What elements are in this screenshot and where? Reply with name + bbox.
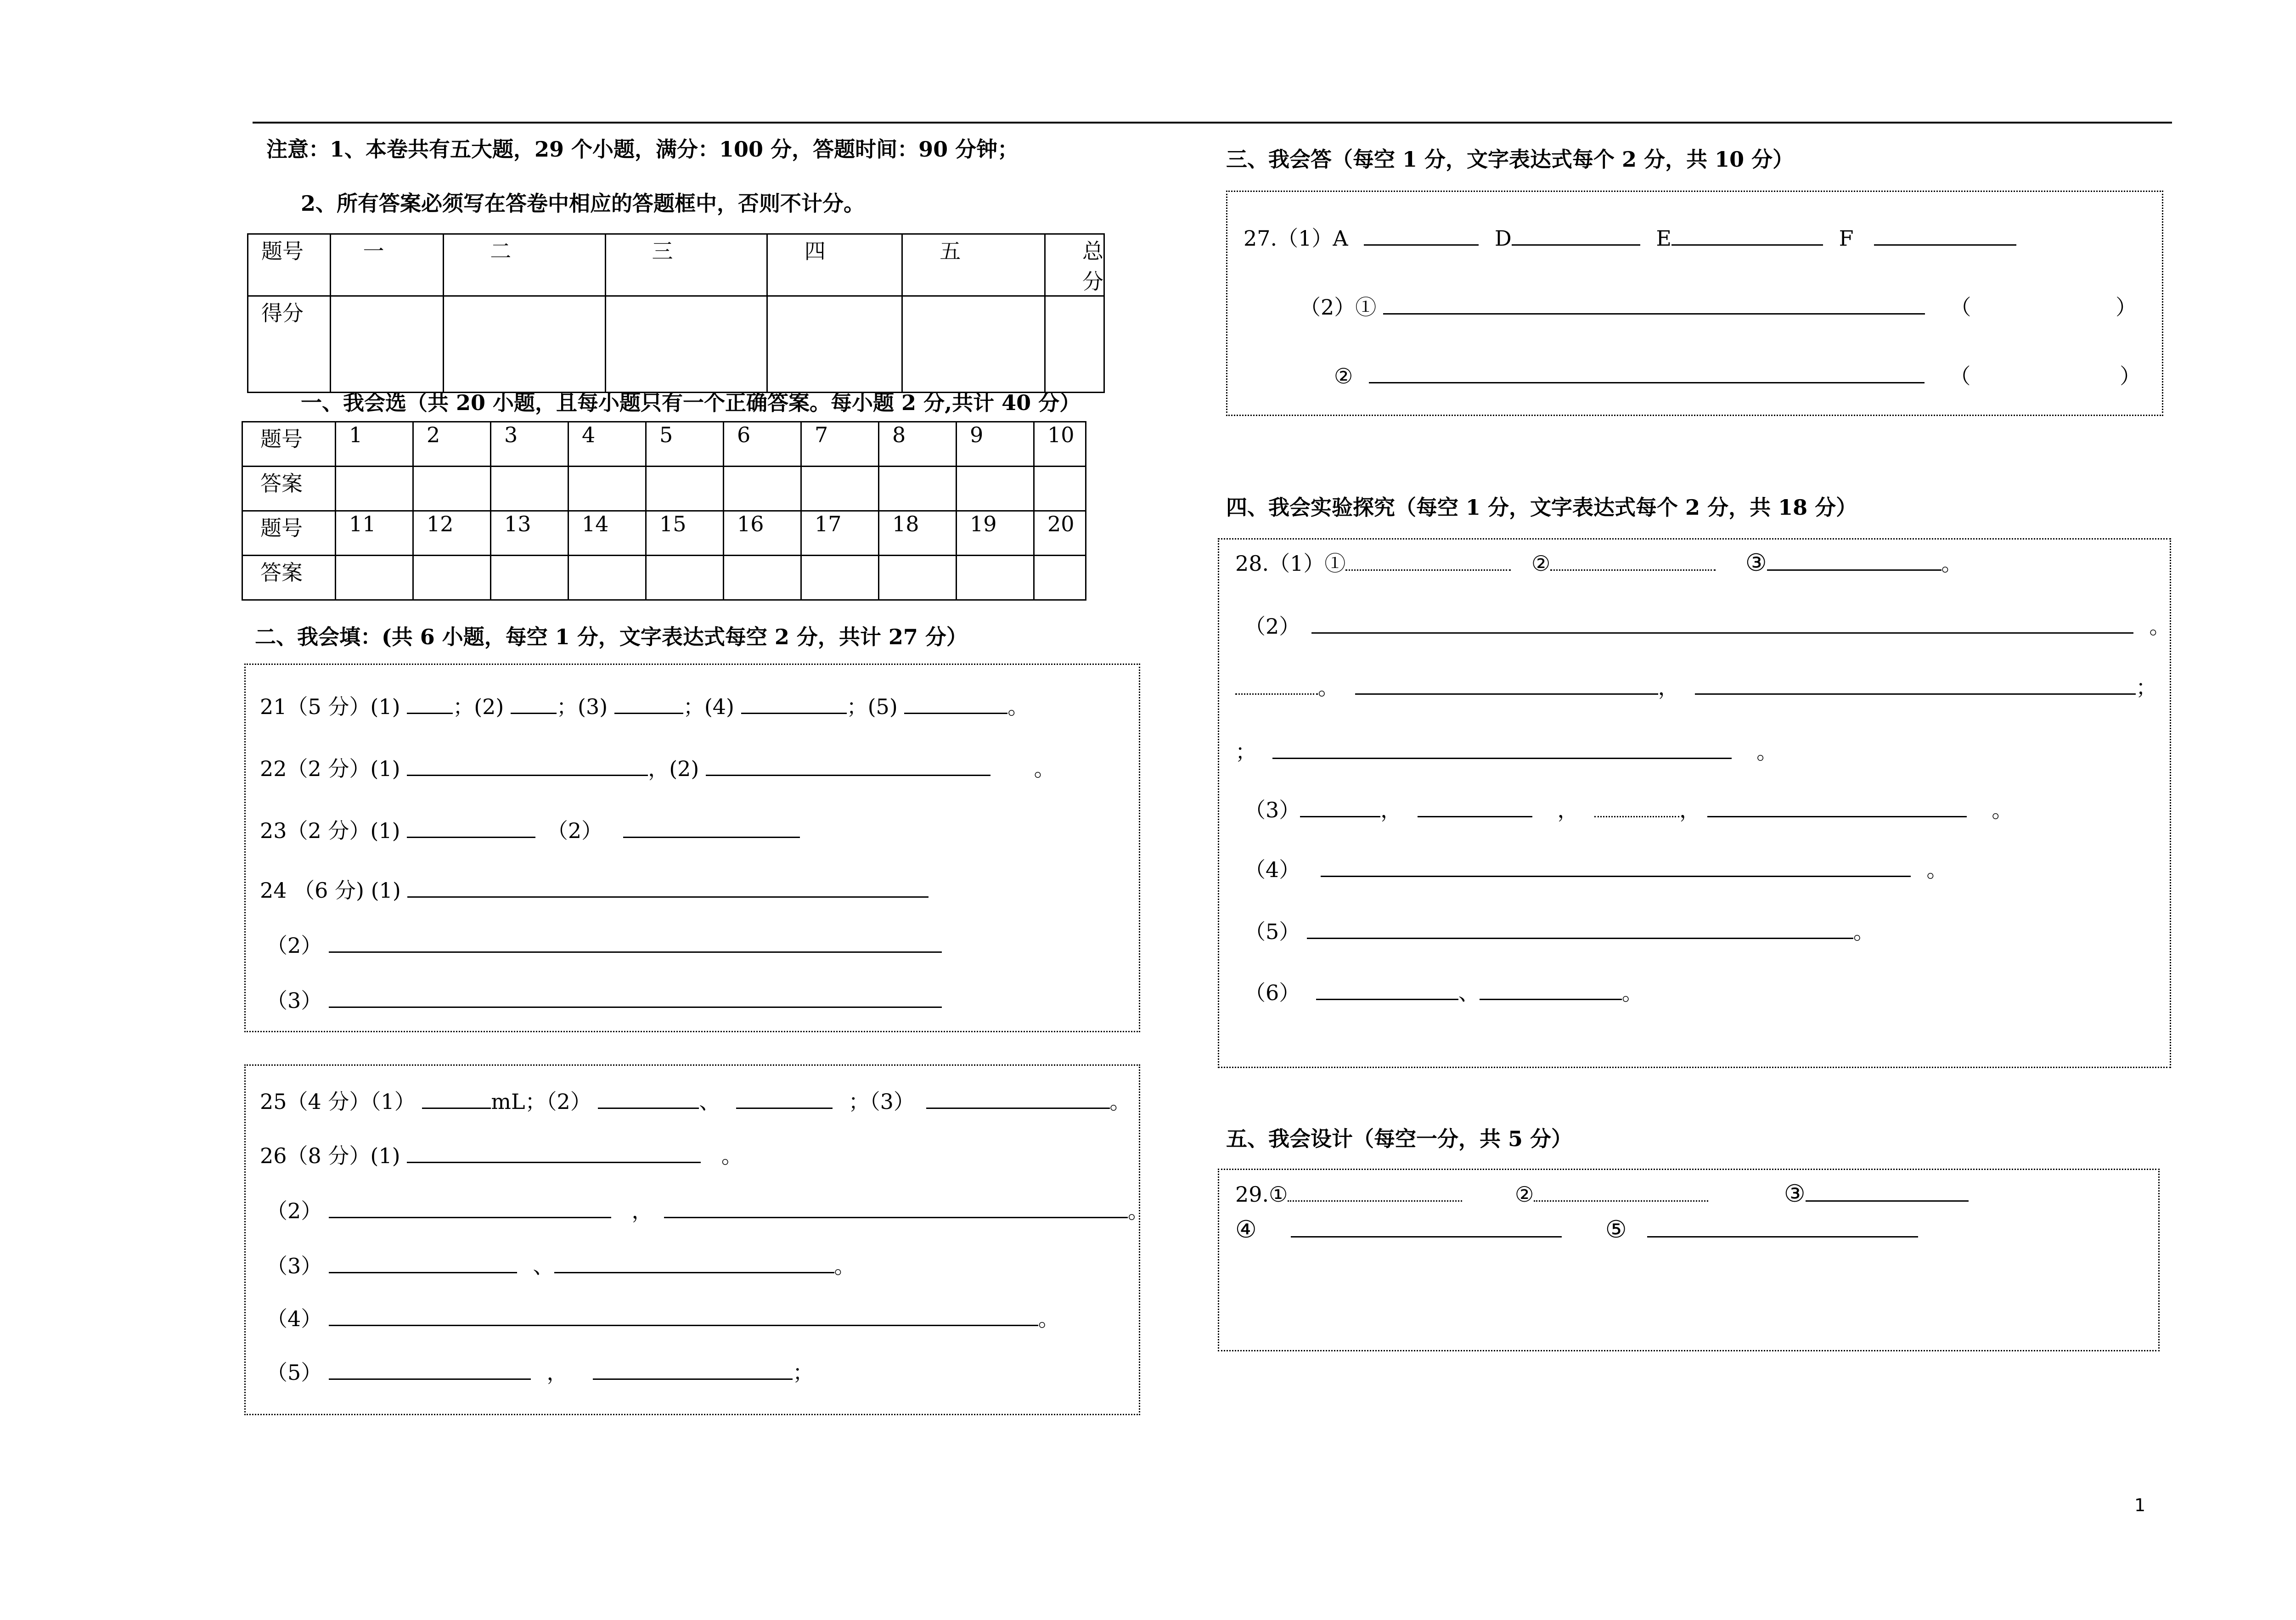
q26-text: ， xyxy=(546,1360,568,1385)
q29-label: 29.① xyxy=(1235,1182,1288,1207)
answer-blank[interactable] xyxy=(407,817,535,838)
q28-text: 。 xyxy=(2149,614,2171,639)
answer-blank[interactable] xyxy=(1291,1217,1562,1238)
q28-row-5 xyxy=(1244,797,2013,822)
answer-blank[interactable] xyxy=(422,1088,491,1109)
q22-text: ，(2) xyxy=(648,756,699,781)
q26-row-1 xyxy=(260,1142,743,1168)
answer-blank[interactable] xyxy=(511,693,557,714)
score-header: 四 xyxy=(767,234,902,296)
answer-blank[interactable] xyxy=(593,1359,793,1380)
answer-blank[interactable] xyxy=(904,693,1007,714)
answer-blank[interactable] xyxy=(623,817,800,838)
answer-blank[interactable] xyxy=(1369,363,1925,383)
grid-label: 答案 xyxy=(242,467,336,511)
q28-label: 28.（1）① xyxy=(1235,551,1346,576)
q26-text: 、 xyxy=(533,1254,554,1278)
question-number: 18 xyxy=(879,511,957,556)
answer-blank[interactable] xyxy=(1806,1181,1969,1202)
q28-text: 。 xyxy=(1853,919,1874,944)
q28-text: ③ xyxy=(1745,549,1767,577)
page-number: 1 xyxy=(2134,1495,2146,1515)
answer-blank[interactable] xyxy=(329,1198,611,1218)
answer-blank[interactable] xyxy=(407,755,648,776)
answer-cell[interactable] xyxy=(646,556,724,600)
question-number: 19 xyxy=(957,511,1034,556)
q28-row-3 xyxy=(1235,674,2157,699)
q25-text: 、 xyxy=(699,1089,720,1114)
q21-row xyxy=(260,693,1029,719)
q27-text: ② xyxy=(1334,364,1353,388)
q23-text: （2） xyxy=(546,818,603,843)
q28-text: ， xyxy=(1679,798,1701,822)
q28-text: 、 xyxy=(1458,980,1480,1005)
question-number: 4 xyxy=(568,422,646,467)
question-number: 20 xyxy=(1034,511,1086,556)
q26-text: （3） xyxy=(266,1254,322,1278)
q28-text: 。 xyxy=(1926,857,1948,882)
q26-row-4 xyxy=(266,1305,1059,1331)
q26-text: 。 xyxy=(721,1143,743,1168)
q22-label: 22（2 分）(1) xyxy=(260,756,400,781)
q28-text: ， xyxy=(1557,798,1579,822)
note-1: 注意：1、本卷共有五大题，29 个小题，满分：100 分，答题时间：90 分钟； xyxy=(266,137,1019,162)
question-number: 17 xyxy=(801,511,879,556)
answer-cell[interactable] xyxy=(801,467,879,511)
q27-text: D xyxy=(1494,226,1512,251)
q26-text: 。 xyxy=(1128,1198,1149,1223)
answer-blank[interactable] xyxy=(614,693,683,714)
answer-cell[interactable] xyxy=(568,467,646,511)
answer-blank[interactable] xyxy=(736,1088,833,1109)
q22-row xyxy=(260,755,1055,781)
grid-label: 题号 xyxy=(242,511,336,556)
answer-cell[interactable] xyxy=(336,467,413,511)
q27-text: ） xyxy=(2120,364,2141,388)
q29-text: ⑤ xyxy=(1605,1216,1627,1243)
answer-blank[interactable] xyxy=(1311,613,2133,634)
answer-blank[interactable] xyxy=(554,1253,834,1273)
q28-row-2 xyxy=(1244,613,2171,638)
score-cell[interactable] xyxy=(902,296,1045,393)
section3-title: 三、我会答（每空 1 分，文字表达式每个 2 分，共 10 分） xyxy=(1226,147,1794,172)
answer-blank[interactable] xyxy=(1288,1181,1462,1202)
q28-text: （3） xyxy=(1244,798,1300,822)
answer-blank[interactable] xyxy=(1235,674,1318,695)
answer-blank[interactable] xyxy=(329,987,942,1008)
answer-cell[interactable] xyxy=(568,556,646,600)
score-header: 题号 xyxy=(248,234,331,296)
score-header: 一 xyxy=(330,234,444,296)
q21-text: ；(3) xyxy=(557,694,608,719)
q27-text: F xyxy=(1839,226,1854,251)
score-cell[interactable] xyxy=(444,296,605,393)
answer-cell[interactable] xyxy=(646,467,724,511)
q28-text: ② xyxy=(1531,551,1551,576)
question-number: 2 xyxy=(413,422,491,467)
answer-blank[interactable] xyxy=(1316,979,1458,1000)
q24-row-3 xyxy=(266,987,942,1012)
q26-text: ； xyxy=(793,1360,814,1385)
section5-title: 五、我会设计（每空一分，共 5 分） xyxy=(1226,1126,1573,1151)
score-header: 五 xyxy=(902,234,1045,296)
answer-blank[interactable] xyxy=(1647,1217,1918,1238)
answer-blank[interactable] xyxy=(1300,797,1380,817)
answer-cell[interactable] xyxy=(491,556,568,600)
answer-blank[interactable] xyxy=(1874,225,2016,246)
q28-text: （5） xyxy=(1244,919,1300,944)
answer-blank[interactable] xyxy=(407,1142,701,1163)
answer-blank[interactable] xyxy=(926,1088,1110,1109)
answer-cell[interactable] xyxy=(957,467,1034,511)
q26-text: 。 xyxy=(834,1254,855,1278)
q28-text: ； xyxy=(2136,675,2157,700)
header-rule xyxy=(253,122,2172,124)
answer-blank[interactable] xyxy=(407,877,929,898)
q28-text: ， xyxy=(1658,675,1679,700)
question-number: 7 xyxy=(801,422,879,467)
q27-row-2 xyxy=(1300,294,2137,319)
score-header: 三 xyxy=(605,234,767,296)
q28-text: （6） xyxy=(1244,980,1300,1005)
answer-cell[interactable] xyxy=(957,556,1034,600)
question-number: 12 xyxy=(413,511,491,556)
answer-cell[interactable] xyxy=(724,556,801,600)
question-number: 1 xyxy=(336,422,413,467)
answer-blank[interactable] xyxy=(1383,294,1925,315)
q21-text: 。 xyxy=(1007,694,1029,719)
q26-text: 。 xyxy=(1038,1306,1059,1331)
answer-cell[interactable] xyxy=(1034,467,1086,511)
question-number: 10 xyxy=(1034,422,1086,467)
q26-row-3 xyxy=(266,1253,855,1278)
score-cell[interactable] xyxy=(330,296,444,393)
answer-cell[interactable] xyxy=(879,467,957,511)
answer-blank[interactable] xyxy=(1307,918,1853,939)
q29-text: ③ xyxy=(1784,1180,1806,1208)
answer-blank[interactable] xyxy=(741,693,847,714)
q26-label: 26（8 分）(1) xyxy=(260,1143,400,1168)
q26-text: （2） xyxy=(266,1198,322,1223)
q28-text: 。 xyxy=(1318,675,1339,700)
q28-text: （4） xyxy=(1244,857,1300,882)
q26-text: （5） xyxy=(266,1360,322,1385)
answer-blank[interactable] xyxy=(1550,550,1716,571)
q28-text: ； xyxy=(1235,739,1256,764)
q28-text: 。 xyxy=(1941,551,1963,576)
q24-row-2 xyxy=(266,932,942,957)
q27-text: ） xyxy=(2116,295,2137,320)
q27-text: （2）① xyxy=(1300,295,1377,320)
answer-cell[interactable] xyxy=(336,556,413,600)
question-number: 14 xyxy=(568,511,646,556)
q24-label: 24 （6 分) (1) xyxy=(260,878,401,903)
answer-cell[interactable] xyxy=(724,467,801,511)
section2-title: 二、我会填：(共 6 小题，每空 1 分，文字表达式每空 2 分，共计 27 分） xyxy=(255,624,968,649)
q21-text: ；(2) xyxy=(453,694,504,719)
answer-blank[interactable] xyxy=(1418,797,1532,817)
grid-label: 答案 xyxy=(242,556,336,600)
answer-cell[interactable] xyxy=(491,467,568,511)
q26-row-5 xyxy=(266,1359,814,1384)
answer-cell[interactable] xyxy=(413,467,491,511)
q28-row-7 xyxy=(1244,918,1874,944)
question-number: 15 xyxy=(646,511,724,556)
q21-text: ；(5) xyxy=(846,694,898,719)
question-number: 11 xyxy=(336,511,413,556)
answer-blank[interactable] xyxy=(1321,856,1911,877)
answer-cell[interactable] xyxy=(413,556,491,600)
q22-text: 。 xyxy=(1034,756,1055,781)
q28-text: （2） xyxy=(1244,614,1300,639)
q29-row-2 xyxy=(1235,1217,1918,1243)
answer-blank[interactable] xyxy=(1345,550,1511,571)
question-number: 13 xyxy=(491,511,568,556)
answer-blank[interactable] xyxy=(1534,1181,1708,1202)
q21-label: 21（5 分）(1) xyxy=(260,694,400,719)
q23-label: 23（2 分）(1) xyxy=(260,818,400,843)
answer-blank[interactable] xyxy=(329,932,942,953)
answer-blank[interactable] xyxy=(598,1088,699,1109)
q23-row xyxy=(260,817,800,843)
answer-blank[interactable] xyxy=(329,1253,517,1273)
answer-cell[interactable] xyxy=(801,556,879,600)
q24-text: （2） xyxy=(266,933,322,958)
score-table xyxy=(247,233,1105,393)
score-cell[interactable] xyxy=(767,296,902,393)
q28-row-8 xyxy=(1244,979,1643,1005)
q28-text: ， xyxy=(1380,798,1402,822)
answer-blank[interactable] xyxy=(407,693,453,714)
question-number: 16 xyxy=(724,511,801,556)
answer-blank[interactable] xyxy=(1272,738,1732,759)
q27-text: （ xyxy=(1950,295,1971,320)
q27-row-1 xyxy=(1244,225,2016,250)
q26-text: （4） xyxy=(266,1306,322,1331)
q27-text: E xyxy=(1656,226,1672,251)
answer-blank[interactable] xyxy=(1480,979,1622,1000)
score-cell[interactable] xyxy=(1045,296,1104,393)
answer-blank[interactable] xyxy=(1512,225,1640,246)
answer-cell[interactable] xyxy=(1034,556,1086,600)
answer-blank[interactable] xyxy=(1364,225,1479,246)
score-header: 总分 xyxy=(1045,234,1104,296)
question-number: 8 xyxy=(879,422,957,467)
q29-row-1 xyxy=(1235,1181,1969,1207)
answer-blank[interactable] xyxy=(1594,797,1679,817)
q21-text: ；(4) xyxy=(683,694,734,719)
answer-cell[interactable] xyxy=(879,556,957,600)
answer-blank[interactable] xyxy=(1355,674,1658,695)
score-row-label: 得分 xyxy=(248,296,331,393)
q25-text: 。 xyxy=(1109,1089,1131,1114)
q26-text: ， xyxy=(631,1198,653,1223)
section4-title: 四、我会实验探究（每空 1 分，文字表达式每个 2 分，共 18 分） xyxy=(1226,495,1857,520)
answer-blank[interactable] xyxy=(1695,674,2136,695)
q28-row-6 xyxy=(1244,856,1948,882)
answer-blank[interactable] xyxy=(329,1305,1038,1326)
q25-label: 25（4 分）（1） xyxy=(260,1089,416,1114)
q24-row-1 xyxy=(260,877,929,902)
answer-grid xyxy=(242,421,1086,601)
section1-title: 一、我会选（共 20 小题，且每小题只有一个正确答案。每小题 2 分,共计 40 分） xyxy=(301,390,1081,415)
score-cell[interactable] xyxy=(605,296,767,393)
q26-row-2 xyxy=(266,1198,1149,1223)
q27-text: （ xyxy=(1949,364,1971,388)
question-number: 9 xyxy=(957,422,1034,467)
grid-label: 题号 xyxy=(242,422,336,467)
q25-text: mL；（2） xyxy=(491,1089,591,1114)
answer-blank[interactable] xyxy=(1671,225,1823,246)
score-header: 二 xyxy=(444,234,605,296)
q27-label: 27.（1）A xyxy=(1244,226,1348,251)
q28-row-4 xyxy=(1235,738,1778,764)
q27-row-3 xyxy=(1334,363,2141,388)
q29-text: ② xyxy=(1515,1182,1534,1207)
question-number: 3 xyxy=(491,422,568,467)
question-number: 5 xyxy=(646,422,724,467)
answer-blank[interactable] xyxy=(329,1359,531,1380)
answer-blank[interactable] xyxy=(1707,797,1967,817)
q29-text: ④ xyxy=(1235,1216,1257,1243)
answer-blank[interactable] xyxy=(706,755,990,776)
q28-text: 。 xyxy=(1621,980,1643,1005)
q28-text: 。 xyxy=(1756,739,1778,764)
q28-row-1 xyxy=(1235,550,1963,576)
q24-text: （3） xyxy=(266,988,322,1013)
answer-blank[interactable] xyxy=(664,1198,1128,1218)
question-number: 6 xyxy=(724,422,801,467)
answer-blank[interactable] xyxy=(1767,550,1941,571)
q28-text: 。 xyxy=(1992,798,2013,822)
note-2: 2、所有答案必须写在答卷中相应的答题框中，否则不计分。 xyxy=(301,191,865,216)
q25-text: ；（3） xyxy=(848,1089,915,1114)
q25-row xyxy=(260,1088,1131,1114)
